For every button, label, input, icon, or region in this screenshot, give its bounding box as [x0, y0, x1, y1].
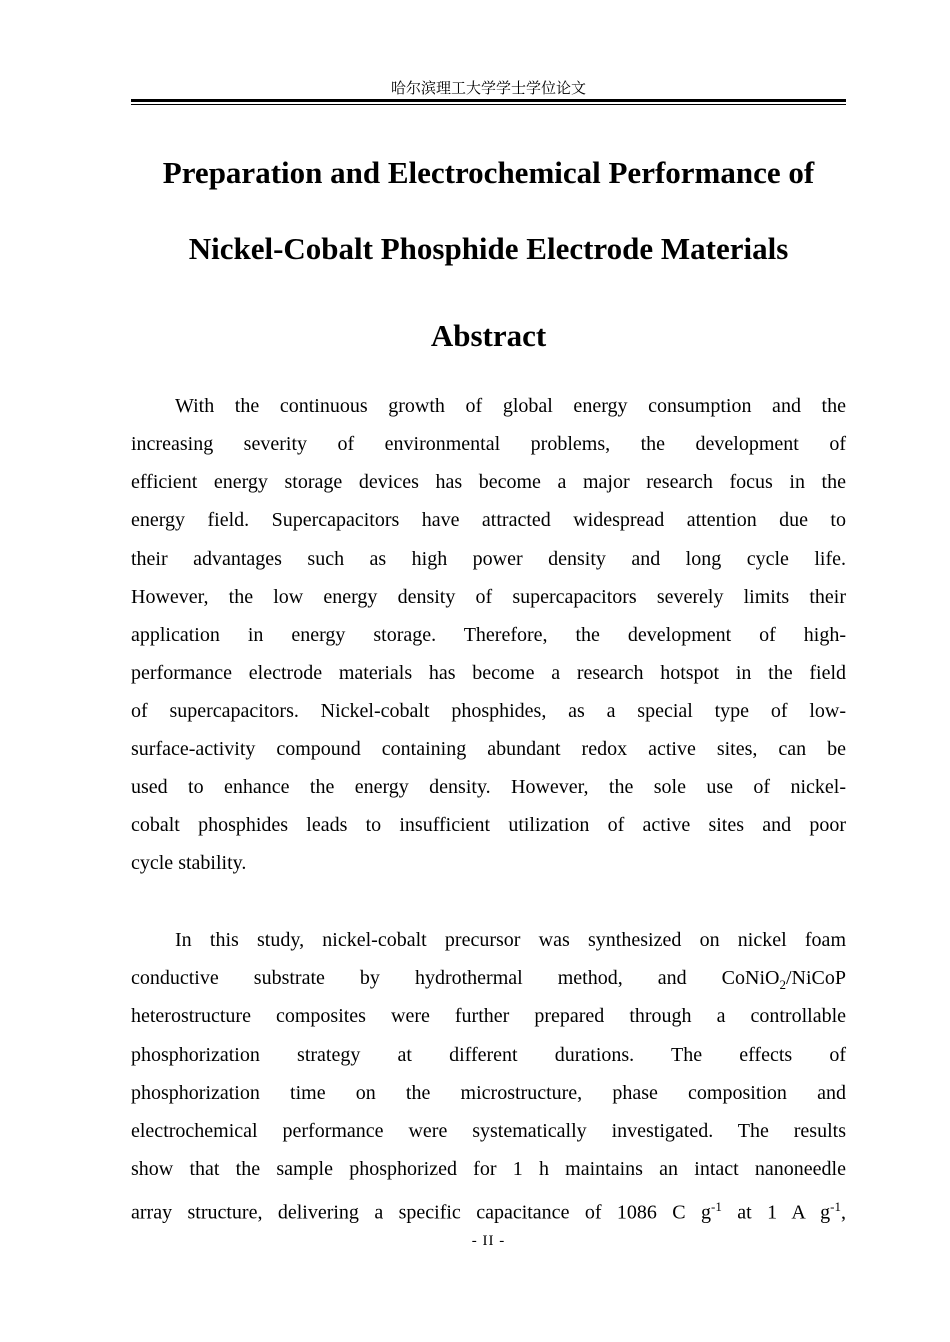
paragraph-line: energy field. Supercapacitors have attracted widespread attention due to [131, 509, 846, 531]
header-rule-thick [131, 99, 846, 102]
paragraph-line: of supercapacitors. Nickel-cobalt phosphides, as a special type of low- [131, 700, 846, 722]
paragraph-line: increasing severity of environmental problems, the development of [131, 433, 846, 455]
text-run: conductive substrate by hydrothermal method, and CoNiO [131, 967, 780, 989]
paragraph-line: efficient energy storage devices has become a major research focus in the [131, 471, 846, 493]
paragraph-line: In this study, nickel-cobalt precursor was synthesized on nickel foam [175, 929, 846, 951]
paragraph-line: However, the low energy density of supercapacitors severely limits their [131, 586, 846, 608]
paragraph-line: show that the sample phosphorized for 1 h maintains an intact nanoneedle [131, 1158, 846, 1180]
text-run: at 1 A g [721, 1201, 831, 1224]
text-run: /NiCoP [785, 967, 846, 989]
paragraph-line: cobalt phosphides leads to insufficient utilization of active sites and poor [131, 814, 846, 836]
paragraph-line: With the continuous growth of global energy consumption and the [175, 395, 846, 417]
paragraph-line: surface-activity compound containing abundant redox active sites, can be [131, 738, 846, 760]
paragraph-line: cycle stability. [131, 852, 247, 874]
thesis-title-line-1: Preparation and Electrochemical Performance of [162, 155, 815, 190]
paragraph-line [131, 963, 846, 993]
paragraph-line: phosphorization strategy at different durations. The effects of [131, 1044, 846, 1066]
superscript: -1 [711, 1199, 722, 1214]
paragraph-line: used to enhance the energy density. However, the sole use of nickel- [131, 776, 846, 798]
thesis-title-line-2: Nickel-Cobalt Phosphide Electrode Materials [188, 231, 789, 266]
running-header: 哈尔滨理工大学学士学位论文 [390, 79, 586, 97]
header-rule-thin [131, 104, 846, 105]
paragraph-line: phosphorization time on the microstructure, phase composition and [131, 1082, 846, 1104]
paragraph-line: their advantages such as high power density and long cycle life. [131, 548, 846, 570]
text-run: , [841, 1201, 847, 1224]
page-number: - II - [471, 1233, 506, 1249]
superscript: -1 [830, 1199, 842, 1214]
abstract-heading: Abstract [430, 318, 547, 353]
subscript: 2 [779, 977, 786, 992]
paragraph-line: application in energy storage. Therefore, the development of high- [131, 624, 846, 646]
paragraph-line: heterostructure composites were further prepared through a controllable [131, 1005, 846, 1027]
paragraph-line [131, 1192, 846, 1222]
text-run: array structure, delivering a specific capacitance of 1086 C g [131, 1201, 712, 1224]
paragraph-line: electrochemical performance were systematically investigated. The results [131, 1120, 846, 1142]
paragraph-line: performance electrode materials has become a research hotspot in the field [131, 662, 846, 684]
